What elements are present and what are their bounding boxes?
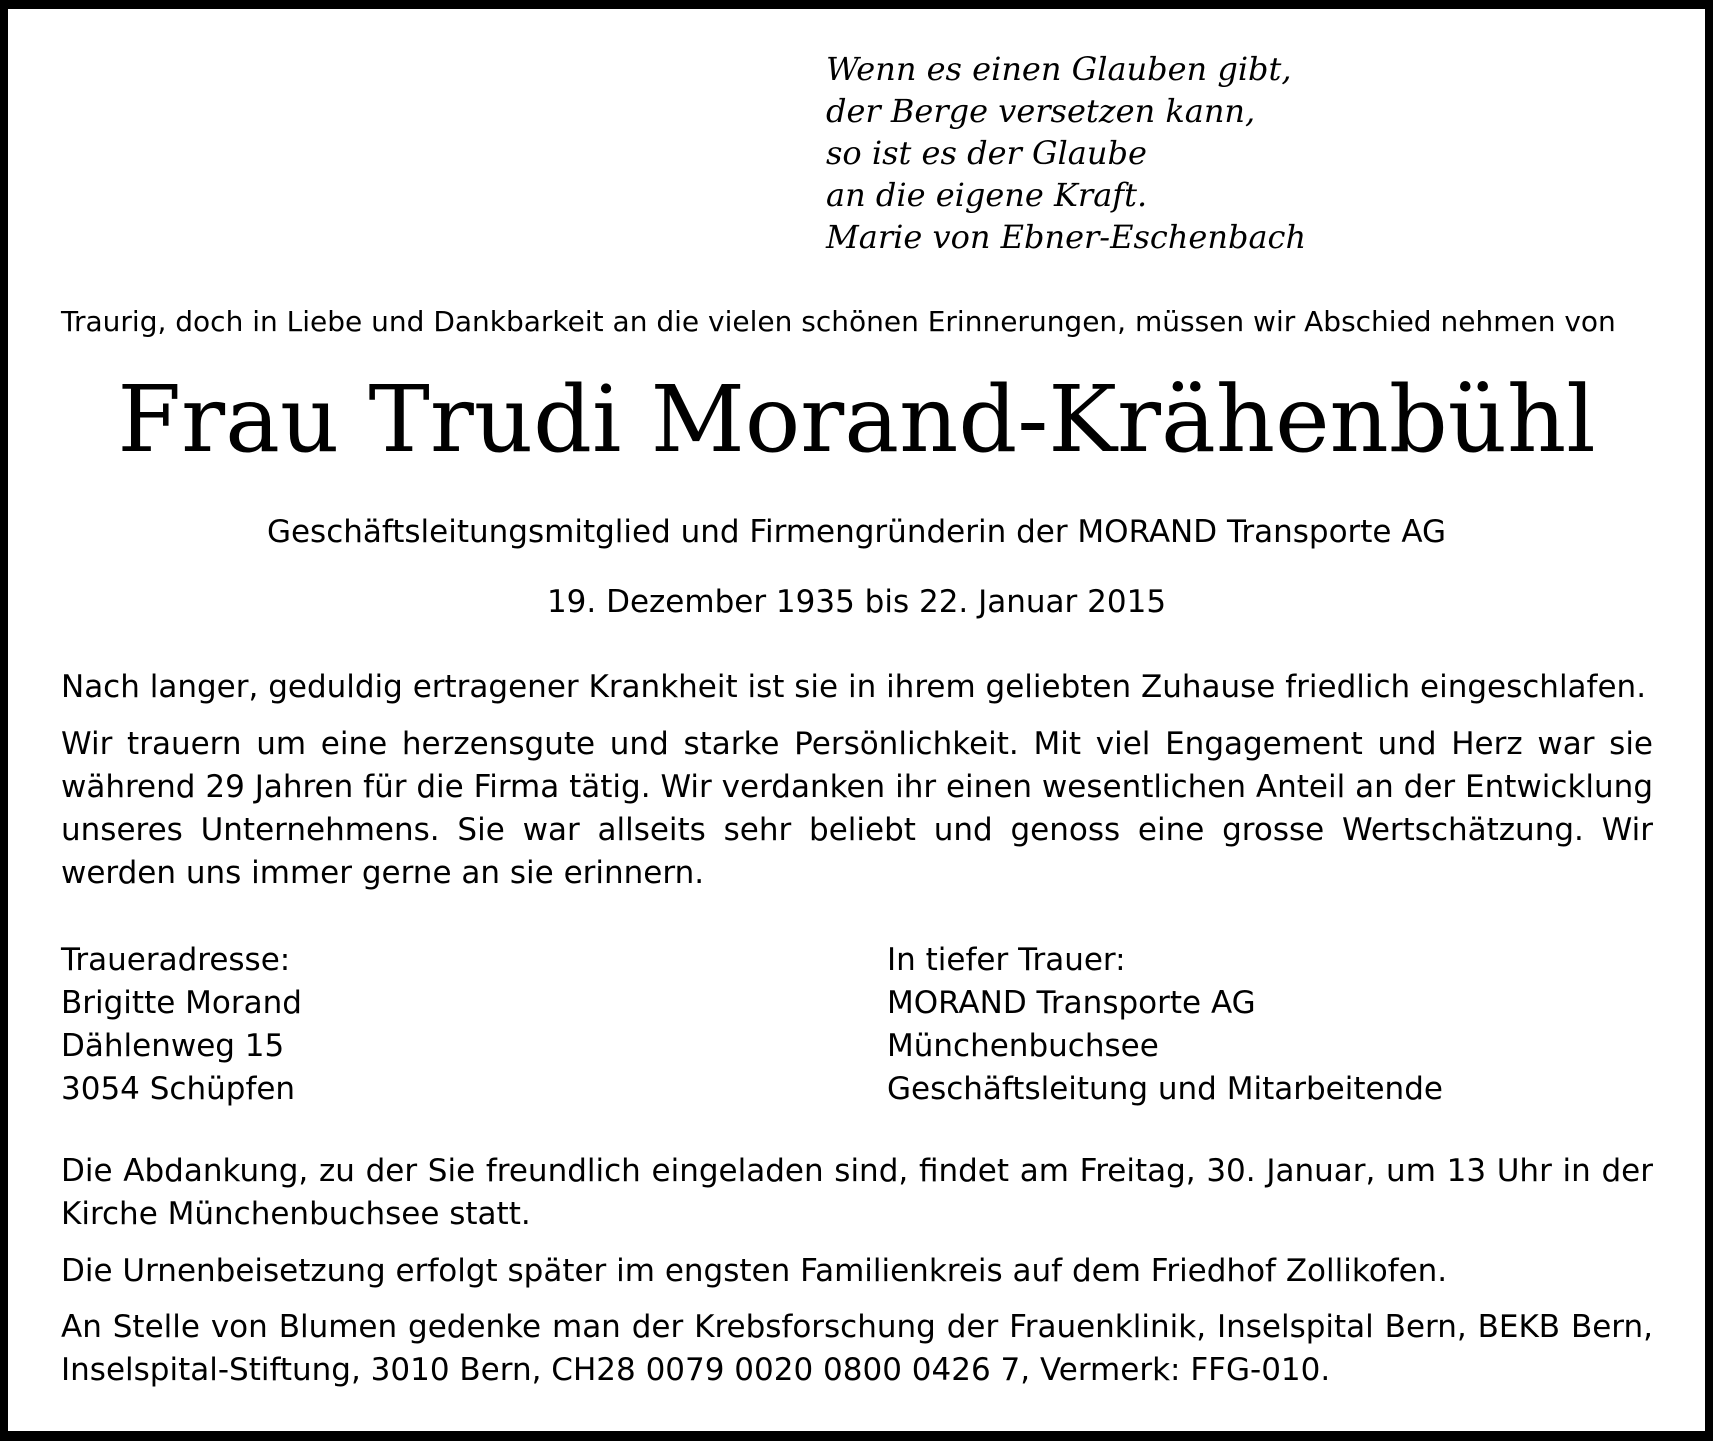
quote-author: Marie von Ebner-Eschenbach — [826, 218, 1307, 256]
life-dates: 19. Dezember 1935 bis 22. Januar 2015 — [546, 584, 1167, 620]
address-street: Dählenweg 15 — [61, 1028, 285, 1064]
mourning-address — [61, 939, 821, 1111]
quote-line: Wenn es einen Glauben gibt, — [826, 50, 1292, 88]
quote-line: so ist es der Glaube — [826, 134, 1147, 172]
donation-paragraph: An Stelle von Blumen gedenke man der Krebsforschung der Frauenklinik, Inselspital Bern, BEKB Bern, Inselspital-Stiftung, 3010 Bern, CH28 0079 0020 0800 0426 7, Vermerk: FFG-010. — [61, 1309, 1653, 1388]
address-city: 3054 Schüpfen — [61, 1071, 296, 1107]
deceased-role: Geschäftsleitungsmitglied und Firmengründerin der MORAND Transporte AG — [266, 514, 1447, 550]
tribute-paragraph: Wir trauern um eine herzensgute und starke Persönlichkeit. Mit viel Engagement und Herz war sie während 29 Jahren für die Firma tätig. Wir verdanken ihr einen wesentlichen Anteil an der Entwicklung unseres Unternehmens. Sie war allseits sehr beliebt und genoss eine grosse Wertschätzung. Wir werden uns immer gerne an sie erinnern. — [61, 726, 1653, 891]
address-label: Traueradresse: — [61, 942, 291, 978]
illness-paragraph: Nach langer, geduldig ertragener Krankheit ist sie in ihrem geliebten Zuhause friedlich eingeschlafen. — [61, 669, 1647, 705]
service-paragraph: Die Abdankung, zu der Sie freundlich eingeladen sind, findet am Freitag, 30. Januar, um 13 Uhr in der Kirche Münchenbuchsee statt. — [61, 1153, 1653, 1232]
burial-paragraph: Die Urnenbeisetzung erfolgt später im engsten Familienkreis auf dem Friedhof Zollikofen. — [61, 1253, 1448, 1289]
deceased-name: Frau Trudi Morand-Krähenbühl — [117, 366, 1596, 473]
quote-line: an die eigene Kraft. — [826, 176, 1148, 214]
intro-text: Traurig, doch in Liebe und Dankbarkeit an die vielen schönen Erinnerungen, müssen wir Abschied nehmen von — [61, 305, 1616, 338]
mourners-place: Münchenbuchsee — [887, 1028, 1159, 1064]
mourners-label: In tiefer Trauer: — [887, 942, 1126, 978]
address-name: Brigitte Morand — [61, 985, 302, 1021]
quote-line: der Berge versetzen kann, — [826, 92, 1256, 130]
mourners-group: Geschäftsleitung und Mitarbeitende — [887, 1071, 1443, 1107]
mourners-company: MORAND Transporte AG — [887, 985, 1256, 1021]
quote-block — [826, 48, 1586, 258]
mourners-block — [887, 939, 1647, 1111]
